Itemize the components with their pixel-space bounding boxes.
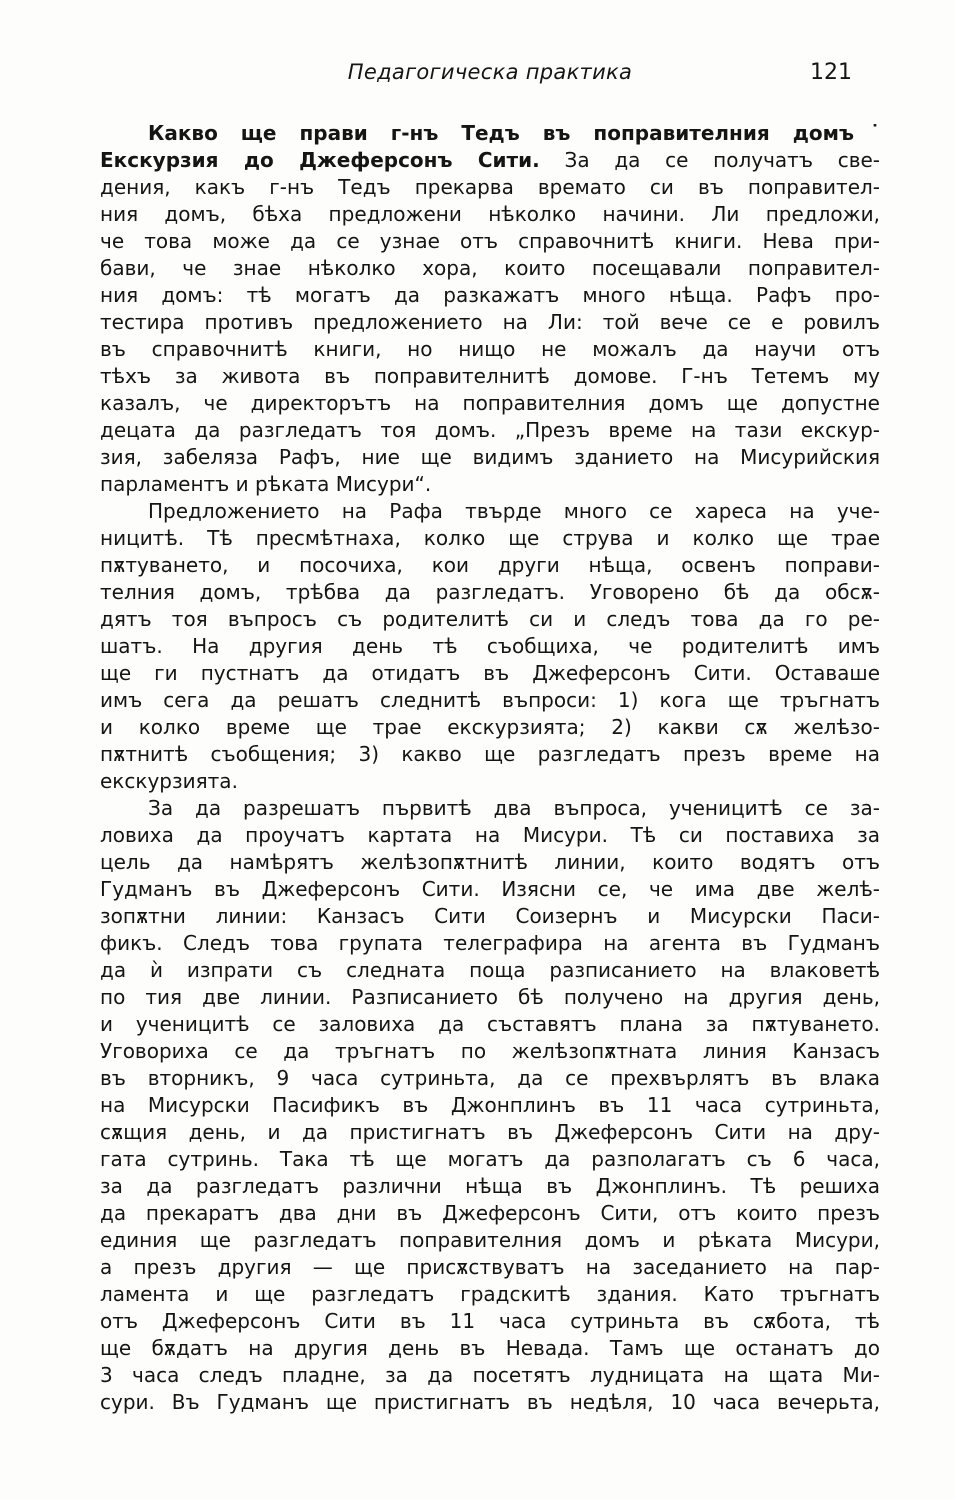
text-line — [100, 363, 880, 390]
text-run: на Мисурски Пасификъ въ Джонплинъ въ 11 часа сутриньта, — [100, 1093, 880, 1117]
text-run: цель да намѣрятъ желѣзопѫтнитѣ линии, които водятъ отъ — [100, 850, 880, 874]
text-line — [100, 1308, 880, 1335]
text-line — [100, 606, 880, 633]
text-run: ния домъ: тѣ могатъ да разкажатъ много нѣща. Рафъ про- — [100, 283, 880, 307]
text-run: да ѝ изпрати съ следната поща разписанието на влаковетѣ — [100, 958, 880, 982]
text-run: ще бѫдатъ на другия день въ Невада. Тамъ ще останатъ до — [100, 1336, 880, 1360]
running-title: Педагогическа практика — [347, 60, 633, 84]
text-line — [100, 444, 880, 471]
text-run: за да разгледатъ различни нѣща въ Джонплинъ. Тѣ решиха — [100, 1174, 880, 1198]
text-run: пѫтуването, и посочиха, кои други нѣща, освенъ поправи- — [100, 553, 880, 577]
text-line — [100, 741, 880, 768]
text-line — [100, 849, 880, 876]
text-line — [100, 1146, 880, 1173]
text-run: тестира противъ предложението на Ли: той вече се е ровилъ — [100, 310, 880, 334]
text-run: Уговориха се да тръгнатъ по желѣзопѫтната линия Канзасъ — [100, 1039, 880, 1063]
text-run: отъ Джеферсонъ Сити въ 11 часа сутриньта въ сѫбота, тѣ — [100, 1309, 880, 1333]
text-run: шатъ. На другия день тѣ съобщиха, че родителитѣ имъ — [100, 634, 880, 658]
text-line — [100, 1227, 880, 1254]
text-run: зопѫтни линии: Канзасъ Сити Соизернъ и Мисурски Паси- — [100, 904, 880, 928]
text-line — [100, 417, 880, 444]
text-line — [100, 1011, 880, 1038]
text-line — [100, 498, 880, 525]
text-line — [100, 228, 880, 255]
body-text — [100, 120, 880, 1416]
text-run: и колко време ще трае екскурзията; 2) какви сѫ желѣзо- — [100, 715, 880, 739]
text-run: парламентъ и рѣката Мисури“. — [100, 472, 432, 496]
text-run: казалъ, че директорътъ на поправителния домъ ще допустне — [100, 391, 880, 415]
text-run: дятъ тоя въпросъ съ родителитѣ си и следъ това да го ре- — [100, 607, 880, 631]
text-run: Предложението на Рафа твърде много се хареса на уче- — [148, 499, 880, 523]
text-line — [100, 1200, 880, 1227]
text-run: ния домъ, бѣха предложени нѣколко начини. Ли предложи, — [100, 202, 880, 226]
page-number: 121 — [810, 60, 852, 85]
text-line — [100, 1038, 880, 1065]
text-run: въ вторникъ, 9 часа сутриньта, да се прехвърлятъ въ влака — [100, 1066, 880, 1090]
text-run: 3 часа следъ пладне, за да посетятъ лудницата на щата Ми- — [100, 1363, 880, 1387]
paragraph — [100, 498, 880, 795]
text-run: бави, че знае нѣколко хора, които посещавали поправител- — [100, 256, 880, 280]
text-line — [100, 1119, 880, 1146]
text-run: ще ги пустнатъ да отидатъ въ Джеферсонъ Сити. Оставаше — [100, 661, 880, 685]
text-run: и ученицитѣ се заловиха да съставятъ плана за пѫтуването. — [100, 1012, 880, 1036]
running-header — [100, 60, 880, 94]
text-run: фикъ. Следъ това групата телеграфира на агента въ Гудманъ — [100, 931, 880, 955]
paragraph — [100, 795, 880, 1416]
text-run: телния домъ, трѣбва да разгледатъ. Уговорено бѣ да обсѫ- — [100, 580, 880, 604]
text-run: пѫтнитѣ съобщения; 3) какво ще разгледатъ презъ време на — [100, 742, 880, 766]
text-line — [100, 795, 880, 822]
text-line — [100, 147, 880, 174]
text-line — [100, 120, 880, 147]
text-line — [100, 768, 880, 795]
text-run: че това може да се узнае отъ справочнитѣ книги. Нева при- — [100, 229, 880, 253]
text-line — [100, 1092, 880, 1119]
bold-heading-text: Какво ще прави г-нъ Тедъ въ поправителния домъ˙ — [148, 121, 880, 145]
text-run: За да разрешатъ първитѣ два въпроса, ученицитѣ се за- — [148, 796, 880, 820]
text-run: децата да разгледатъ тоя домъ. „Презъ време на тази екскур- — [100, 418, 880, 442]
text-run: имъ сега да решатъ следнитѣ въпроси: 1) кога ще тръгнатъ — [100, 688, 880, 712]
text-run: тѣхъ за живота въ поправителнитѣ домове. Г-нъ Тетемъ му — [100, 364, 880, 388]
text-line — [100, 201, 880, 228]
text-run: сури. Въ Гудманъ ще пристигнатъ въ недѣля, 10 часа вечерьта, — [100, 1390, 880, 1414]
text-line — [100, 309, 880, 336]
text-run: ламента и ще разгледатъ градскитѣ здания. Като тръгнатъ — [100, 1282, 880, 1306]
text-line — [100, 552, 880, 579]
text-line — [100, 660, 880, 687]
text-line — [100, 1335, 880, 1362]
text-line — [100, 633, 880, 660]
text-line — [100, 255, 880, 282]
text-run: За да се получатъ све- — [539, 148, 880, 172]
text-line — [100, 1254, 880, 1281]
text-line — [100, 1362, 880, 1389]
text-run: зия, забеляза Рафъ, ние ще видимъ зданието на Мисурийския — [100, 445, 880, 469]
text-run: екскурзията. — [100, 769, 238, 793]
text-line — [100, 984, 880, 1011]
text-line — [100, 1389, 880, 1416]
text-line — [100, 390, 880, 417]
text-run: единия ще разгледатъ поправителния домъ и рѣката Мисури, — [100, 1228, 880, 1252]
text-line — [100, 714, 880, 741]
text-run: гата сутринь. Така тѣ ще могатъ да разполагатъ съ 6 часа, — [100, 1147, 880, 1171]
text-line — [100, 336, 880, 363]
text-run: сѫщия день, и да пристигнатъ въ Джеферсонъ Сити на дру- — [100, 1120, 880, 1144]
text-run: ницитѣ. Тѣ пресмѣтнаха, колко ще струва и колко ще трае — [100, 526, 880, 550]
text-run: ловиха да проучатъ картата на Мисури. Тѣ си поставиха за — [100, 823, 880, 847]
text-run: а презъ другия — ще присѫствуватъ на заседанието на пар- — [100, 1255, 880, 1279]
text-line — [100, 525, 880, 552]
paragraph — [100, 120, 880, 498]
text-line — [100, 579, 880, 606]
text-line — [100, 957, 880, 984]
text-line — [100, 1065, 880, 1092]
text-line — [100, 930, 880, 957]
text-run: въ справочнитѣ книги, но нищо не можалъ да научи отъ — [100, 337, 880, 361]
text-line — [100, 471, 880, 498]
text-line — [100, 687, 880, 714]
text-run: Гудманъ въ Джеферсонъ Сити. Изясни се, че има две желѣ- — [100, 877, 880, 901]
text-run: дения, какъ г-нъ Тедъ прекарва времато си въ поправител- — [100, 175, 880, 199]
text-line — [100, 174, 880, 201]
text-line — [100, 822, 880, 849]
bold-heading-text: Екскурзия до Джеферсонъ Сити. — [100, 148, 540, 172]
text-run: да прекаратъ два дни въ Джеферсонъ Сити, отъ които презъ — [100, 1201, 880, 1225]
text-line — [100, 1281, 880, 1308]
text-line — [100, 282, 880, 309]
text-line — [100, 1173, 880, 1200]
text-line — [100, 903, 880, 930]
text-run: по тия две линии. Разписанието бѣ получено на другия день, — [100, 985, 880, 1009]
text-line — [100, 876, 880, 903]
